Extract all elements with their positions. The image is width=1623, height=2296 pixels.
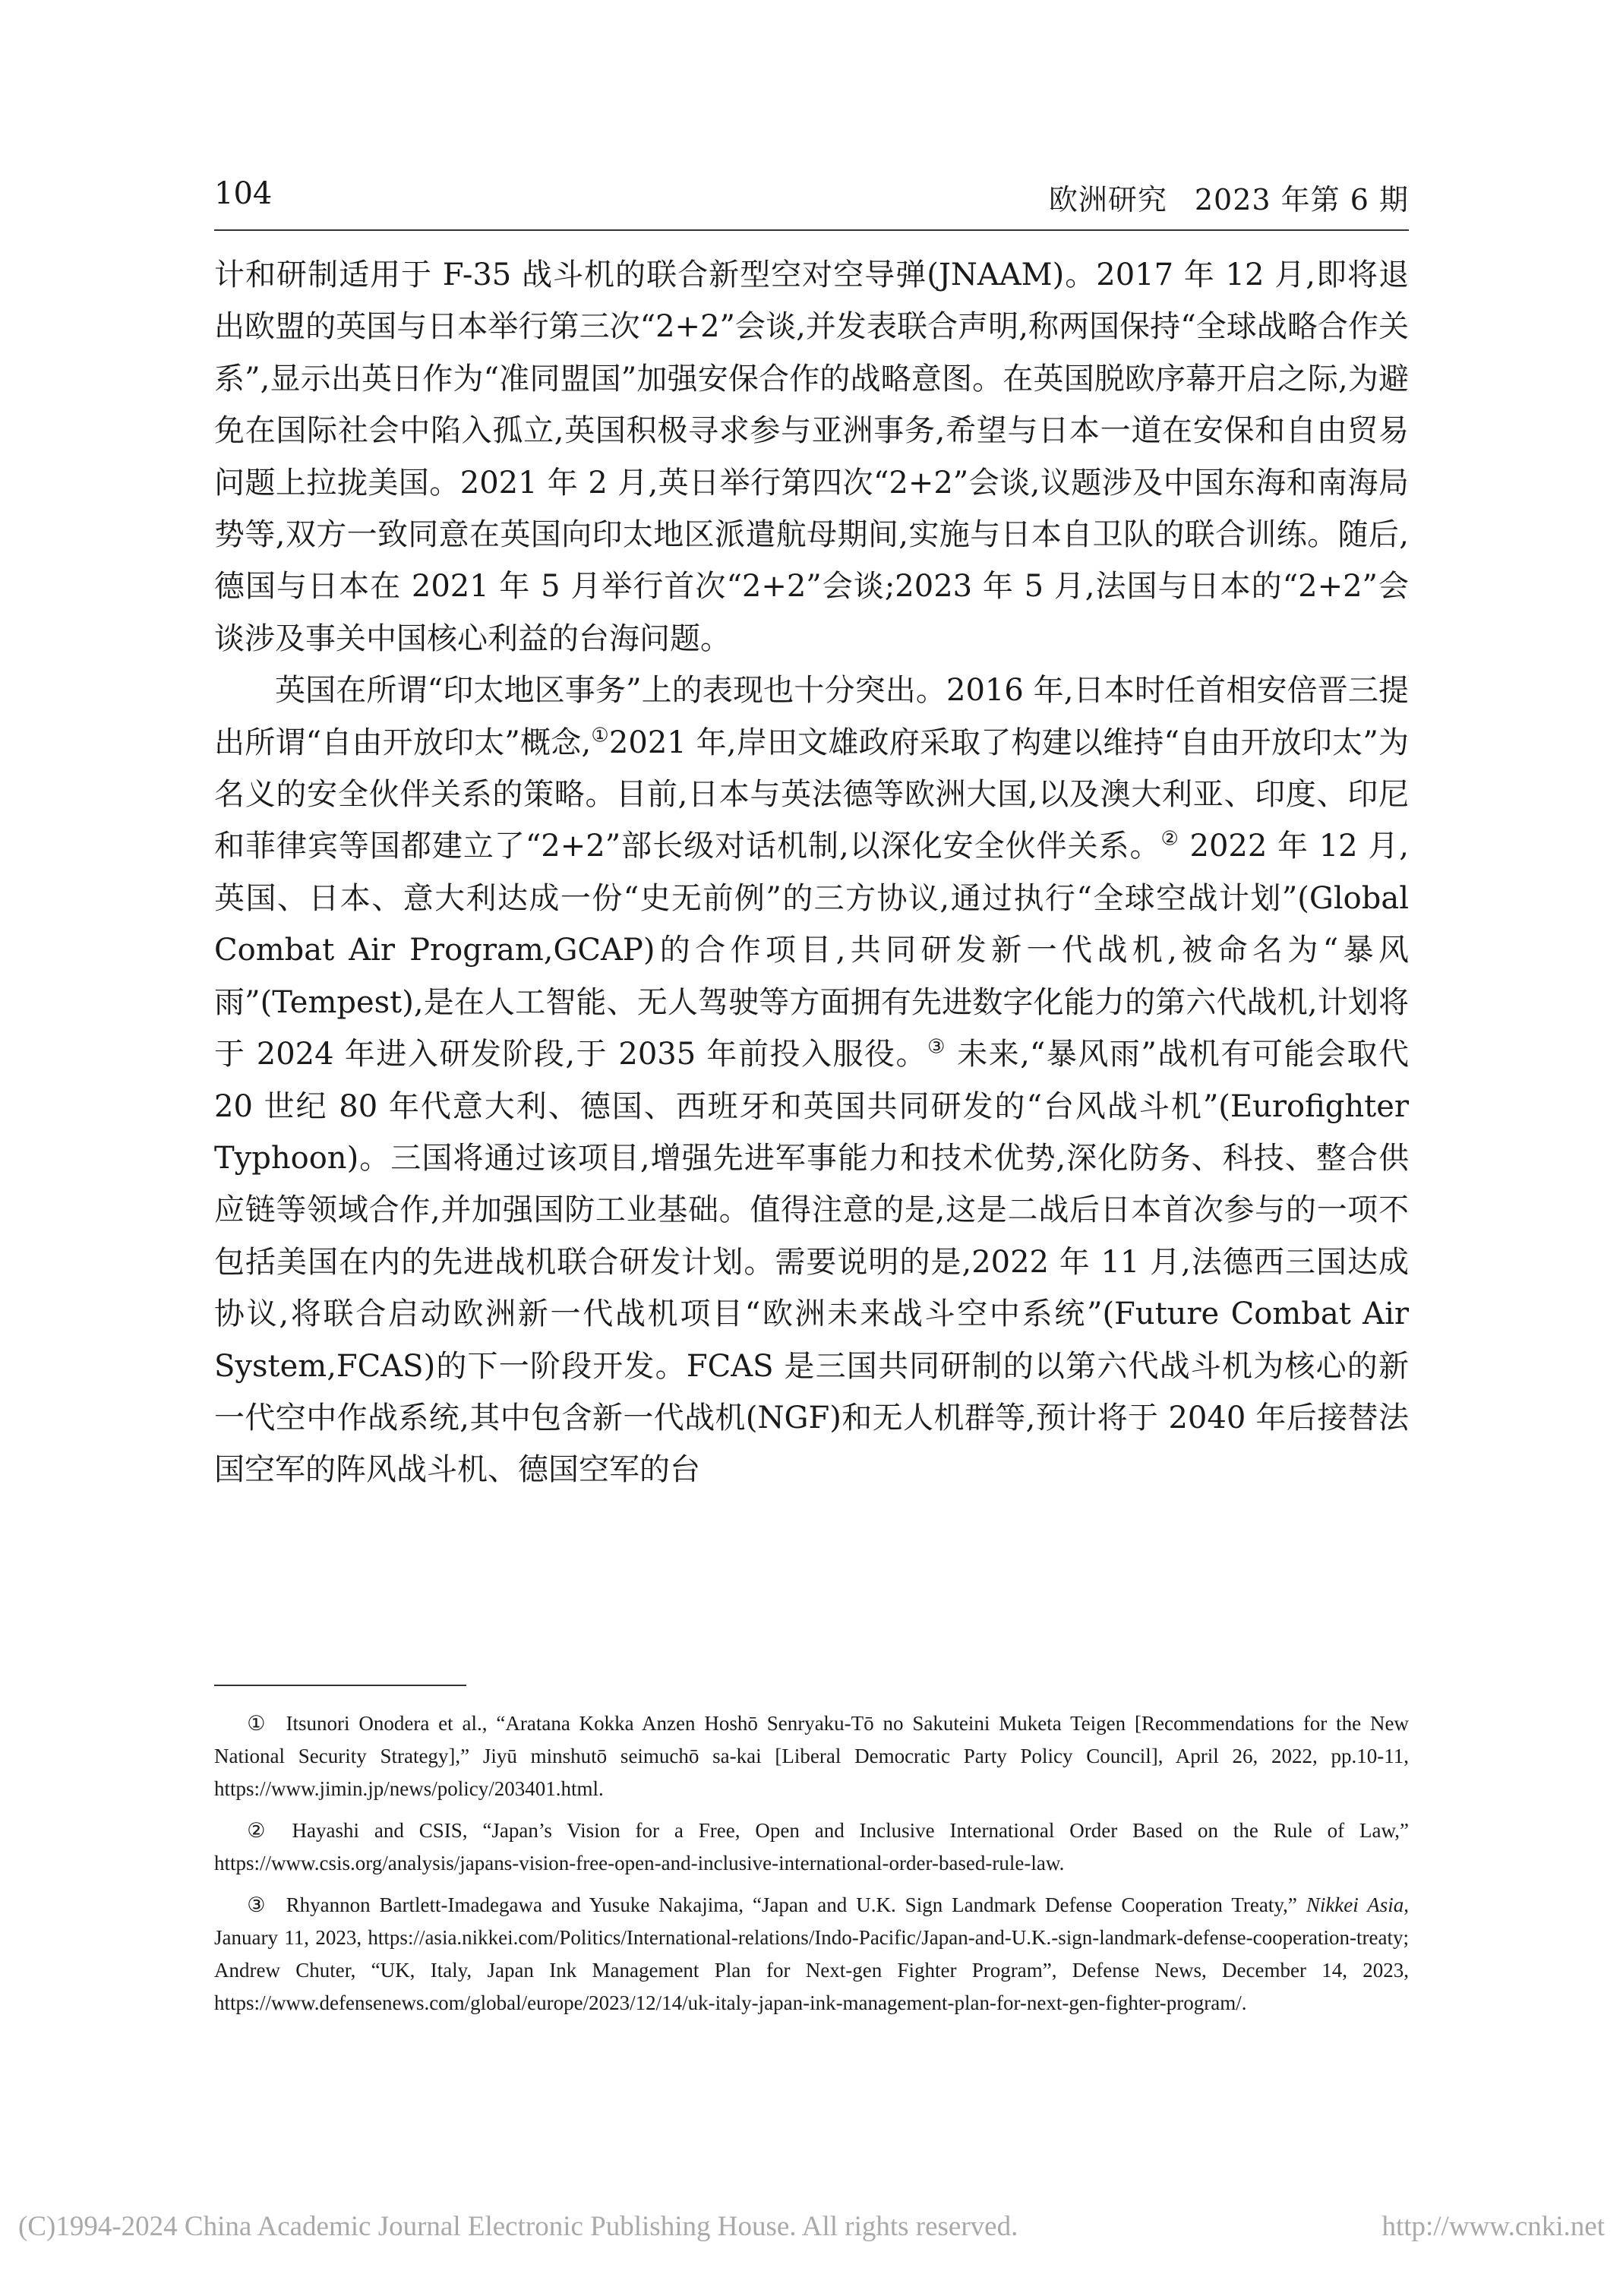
paragraph-2-part-3: 2022 年 12 月,英国、日本、意大利达成一份“史无前例”的三方协议,通过执行“全球空战计划”(Global Combat Air Program,GCAP)的合作项目,共同研发新一代战机,被命名为“暴风雨”(Tempest),是在人工智能、无人驾驶等方面拥有先进数字化能力的第六代战机,计划将于 2024 年进入研发阶段,于 2035 年前投入服役。 bbox=[214, 829, 1409, 1072]
footnote-3-mark: ③ bbox=[247, 1893, 270, 1916]
footnote-3 bbox=[214, 1889, 1409, 2020]
header-rule bbox=[214, 229, 1409, 231]
cnki-link[interactable]: http://www.cnki.net bbox=[1381, 2211, 1605, 2242]
footnote-rule bbox=[214, 1685, 466, 1686]
footnote-3-text-b: , January 11, 2023, https://asia.nikkei.com/Politics/International-relations/Indo-Pacific/Japan-and-U.K.-sign-landmark-defense-cooperation-treaty; Andrew Chuter, “UK, Italy, Japan Ink Management Plan for Next-gen Fighter Program”, Defense News, December 14, 2023, https://www.defensenews.com/global/europe/2023/12/14/uk-italy-japan-ink-management-plan-for-next-gen-fighter-program/. bbox=[214, 1893, 1409, 2014]
journal-title bbox=[1049, 176, 1409, 218]
footnote-1-mark: ① bbox=[247, 1712, 270, 1735]
journal-issue: 2023 年第 6 期 bbox=[1194, 183, 1409, 216]
paragraph-1: 计和研制适用于 F-35 战斗机的联合新型空对空导弹(JNAAM)。2017 年 12 月,即将退出欧盟的英国与日本举行第三次“2+2”会谈,并发表联合声明,称两国保持“全球战略合作关系”,显示出英日作为“准同盟国”加强安保合作的战略意图。在英国脱欧序幕开启之际,为避免在国际社会中陷入孤立,英国积极寻求参与亚洲事务,希望与日本一道在安保和自由贸易问题上拉拢美国。2021 年 2 月,英日举行第四次“2+2”会谈,议题涉及中国东海和南海局势等,双方一致同意在英国向印太地区派遣航母期间,实施与日本自卫队的联合训练。随后,德国与日本在 2021 年 5 月举行首次“2+2”会谈;2023 年 5 月,法国与日本的“2+2”会谈涉及事关中国核心利益的台海问题。 bbox=[214, 257, 1409, 656]
footnote-3-text-a: Rhyannon Bartlett-Imadegawa and Yusuke Nakajima, “Japan and U.K. Sign Landmark Defense Cooperation Treaty,” bbox=[286, 1893, 1306, 1916]
copyright-watermark bbox=[18, 2210, 1605, 2243]
journal-name: 欧洲研究 bbox=[1048, 183, 1167, 216]
footnote-2-mark: ② bbox=[247, 1819, 276, 1842]
footnote-1-text: Itsunori Onodera et al., “Aratana Kokka Anzen Hoshō Senryaku-Tō no Sakuteini Muketa Teigen [Recommendations for the New National Security Strategy],” Jiyū minshutō seimuchō sa-kai [Liberal Democratic Party Policy Council], April 26, 2022, pp.10-11, https://www.jimin.jp/news/policy/203401.html. bbox=[214, 1712, 1409, 1800]
running-header bbox=[214, 176, 1409, 222]
paragraph-2-part-1: 英国在所谓“印太地区事务”上的表现也十分突出。2016 年,日本时任首相安倍晋三提出所谓“自由开放印太”概念, bbox=[214, 673, 1409, 760]
footnote-1 bbox=[214, 1707, 1409, 1805]
footnote-2-text: Hayashi and CSIS, “Japan’s Vision for a Free, Open and Inclusive International Order Based on the Rule of Law,” https://www.csis.org/analysis/japans-vision-free-open-and-inclusive-international-order-based-rule-law. bbox=[214, 1819, 1409, 1874]
paragraph-2 bbox=[214, 665, 1409, 1496]
footnote-2 bbox=[214, 1814, 1409, 1880]
article-body bbox=[214, 249, 1409, 1496]
footnotes bbox=[214, 1707, 1409, 2029]
page-number: 104 bbox=[214, 176, 273, 211]
paragraph-2-part-2: 2021 年,岸田文雄政府采取了构建以维持“自由开放印太”为名义的安全伙伴关系的策略。目前,日本与英法德等欧洲大国,以及澳大利亚、印度、印尼和菲律宾等国都建立了“2+2”部长级对话机制,以深化安全伙伴关系。 bbox=[214, 725, 1410, 864]
paragraph-2-part-4: 未来,“暴风雨”战机有可能会取代 20 世纪 80 年代意大利、德国、西班牙和英国共同研发的“台风战斗机”(Eurofighter Typhoon)。三国将通过该项目,增强先进军事能力和技术优势,深化防务、科技、整合供应链等领域合作,并加强国防工业基础。值得注意的是,这是二战后日本首次参与的一项不包括美国在内的先进战机联合研发计划。需要说明的是,2022 年 11 月,法德西三国达成协议,将联合启动欧洲新一代战机项目“欧洲未来战斗空中系统”(Future Combat Air System,FCAS)的下一阶段开发。FCAS 是三国共同研制的以第六代战斗机为核心的新一代空中作战系统,其中包含新一代战机(NGF)和无人机群等,预计将于 2040 年后接替法国空军的阵风战斗机、德国空军的台 bbox=[214, 1037, 1409, 1488]
copyright-text: (C)1994-2024 China Academic Journal Electronic Publishing House. All rights reserved. bbox=[18, 2211, 1018, 2242]
footnote-ref-1[interactable]: ① bbox=[591, 724, 609, 747]
footnote-3-publication: Nikkei Asia bbox=[1306, 1893, 1404, 1916]
footnote-ref-3[interactable]: ③ bbox=[927, 1035, 946, 1059]
footnote-ref-2[interactable]: ② bbox=[1160, 828, 1179, 851]
